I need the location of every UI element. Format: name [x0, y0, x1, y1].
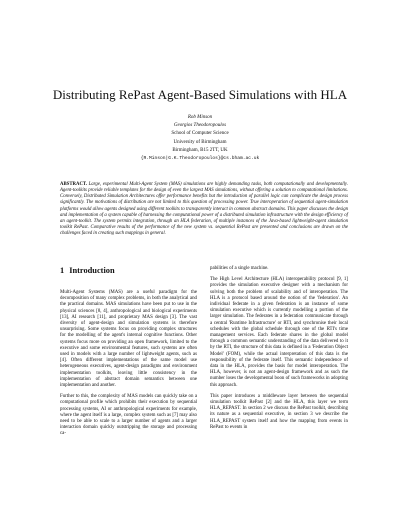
right-column	[210, 266, 348, 436]
author-block	[0, 114, 400, 163]
author-lines	[0, 114, 400, 155]
paragraph: Further to this, the complexity of MAS models can quickly take on a computational profile which prohibits their execution by sequential processing systems, AI or anthropological experiments for example, where the agent itself is a large, complex system such as [7] may also need to be able to scale to a larger number of agents and a larger interaction domain quickly outstripping the storage and processing ca-	[60, 394, 197, 437]
section-title: Introduction	[69, 266, 115, 275]
abstract-text: Large, experimental Multi-Agent System (MAS) simulations are highly demanding tasks, both computationally and developmentally. Agent-toolkits provide reliable templates for the design of even the largest MAS simulations, without offering a solution to computational limitations. Conversely, Distributed Simulation Architectures offer performance benefits but the introduction of parallel logic can complicate the design process significantly. The motivations of distribution are not limited to this question of processing power. True interoperation of sequential agent-simulation platforms would allow agents designed using different toolkits to transparently interact in common abstract domains. This paper discusses the design and implementation of a system capable of harnessing the computational power of a distributed simulation infrastructure with the design efficiency of an agent-toolkit. The system permits integration, through an HLA federation, of multiple instances of the Java-based lightweight-agent simulation toolkit RePast. Comparative results of the performance of the new system vs. sequential RePast are presented and conclusions are drawn on the challenges faced in creating such mappings in general.	[60, 182, 349, 237]
section-number: 1	[60, 266, 65, 275]
left-column	[60, 266, 197, 443]
author-email: {R.Minson|G.K.Theodoropoulos}@cs.bham.ac.uk	[140, 156, 260, 162]
paragraph: This paper introduces a middleware layer between the sequential simulation toolkit RePast [2] and the HLA, this layer we term HLA_REPAST. In section 2 we discuss the RePast toolkit, describing its nature as a sequential executive, in section 3 we describe the HLA_REPAST system itself and how the mapping from events in RePast to events in	[210, 393, 348, 430]
paragraph: The High Level Architecture (HLA) interoperability protocol [9, 1] provides the simulation executive designer with a mechanism for solving both the problem of scalability and of interoperation. The HLA is a protocol based around the notion of the 'federation'. An individual federate in a given federation is an instance of some simulation executive which is currently modelling a portion of the larger simulation. The federates in a federation communicate through a central 'Runtime Infrastructure' or RTI, and synchronise their local schedules with the global schedule through one of the RTI's time management services. Each federate shares in the global model through a common semantic understanding of the data delivered to it by the RTI, the structure of this data is defined in a 'Federation Object Model' (FOM), while the actual interpretation of this data is the responsibility of the federate itself. This semantic independence of data in the HLA, provides the basis for model interoperation. The HLA, however, is not an agent-design framework and as such the number loses the developmental boon of such frameworks in adopting this approach.	[210, 277, 348, 388]
paper-title: Distributing RePast Agent-Based Simulations with HLA	[52, 87, 348, 102]
paragraph: Multi-Agent Systems (MAS) are a useful paradigm for the decomposition of many complex problems, in both the analytical and the practical domains. MAS simulations have been put to use in the physical sciences [8, 4], anthropological and biological experiments [13], AI research [11], and proprietary MAS design [3]. The vast diversity of agent-design and simulation systems is therefore unsurprising. Some systems focus on providing complex structures for the modelling of the agent's internal cognitive functions. Other systems focus more on providing an open framework, limited to the executive and some environmental features, such systems are often used in models with a large number of lightweight agents, such as [4]. Often different implementations of the same model use heterogeneous executives, agent-design paradigms and environment implementation toolkits, leaving little consistency in the implementation of abstract domain semantics between one implementation and another.	[60, 290, 197, 389]
paragraph: pabilities of a single machine.	[210, 266, 269, 271]
left-column-paragraphs	[60, 290, 197, 438]
author-line: School of Computer Science	[171, 131, 229, 137]
author-line: Georgios Theodoropoulos	[173, 123, 227, 129]
author-line: Birmingham, B15 2TT, UK	[172, 147, 228, 153]
abstract-label: ABSTRACT.	[60, 182, 87, 187]
author-line: University of Birmingham	[173, 139, 227, 145]
right-column-paragraphs	[210, 266, 348, 431]
abstract	[60, 182, 348, 237]
author-line: Rob Minson	[187, 115, 213, 120]
section-heading	[60, 266, 197, 276]
